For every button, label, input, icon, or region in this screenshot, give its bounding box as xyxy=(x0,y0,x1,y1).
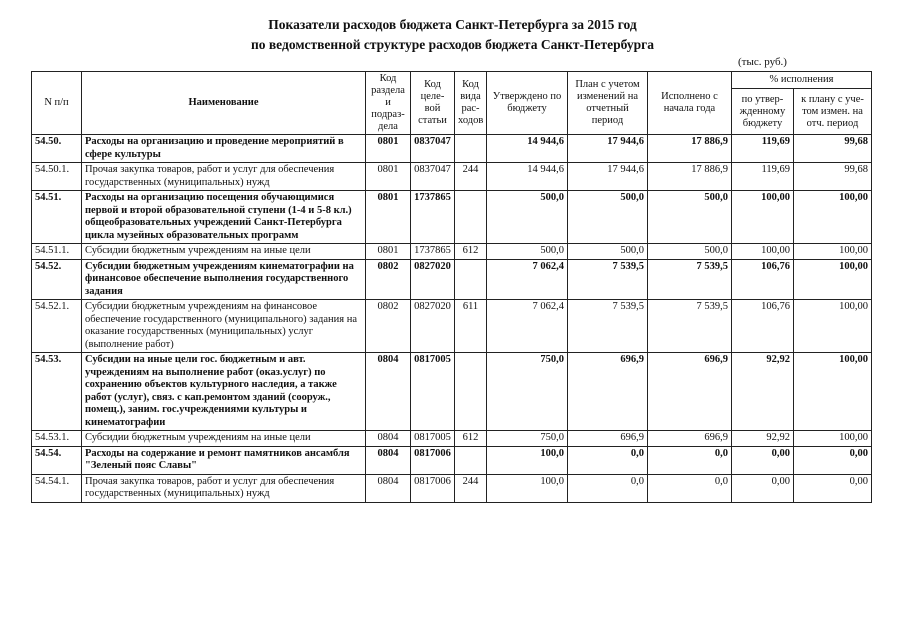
col-header-pct-approved: по утвер-жденному бюджету xyxy=(732,89,794,135)
col-header-target: Код целе-вой статьи xyxy=(411,72,455,135)
row-plan: 500,0 xyxy=(568,191,648,244)
table-row xyxy=(32,431,872,447)
col-header-name: Наименование xyxy=(82,72,366,135)
row-target-code: 1737865 xyxy=(411,191,455,244)
row-plan: 7 539,5 xyxy=(568,259,648,300)
row-number: 54.51.1. xyxy=(32,244,82,260)
row-pct-approved: 106,76 xyxy=(732,259,794,300)
row-approved: 750,0 xyxy=(487,431,568,447)
row-name: Расходы на организацию и проведение мероприятий в сфере культуры xyxy=(82,135,366,163)
table-row xyxy=(32,244,872,260)
row-pct-approved: 92,92 xyxy=(732,353,794,431)
row-executed: 17 886,9 xyxy=(648,163,732,191)
row-pct-plan: 100,00 xyxy=(794,191,872,244)
row-approved: 500,0 xyxy=(487,191,568,244)
row-executed: 500,0 xyxy=(648,244,732,260)
row-name: Прочая закупка товаров, работ и услуг для обеспечения государственных (муниципальных) нужд xyxy=(82,474,366,502)
row-executed: 696,9 xyxy=(648,431,732,447)
row-number: 54.53.1. xyxy=(32,431,82,447)
row-plan: 17 944,6 xyxy=(568,163,648,191)
table-row xyxy=(32,353,872,431)
row-executed: 0,0 xyxy=(648,446,732,474)
row-name: Субсидии на иные цели гос. бюджетным и авт. учреждениям на выполнение работ (оказ.услуг) по сохранению объектов культурного наследия, а также работ (услуг), связ. с кап.ремонтом зданий (сооруж., помещ.), заним. гос.учреждениями культуры и кинематографии xyxy=(82,353,366,431)
row-executed: 500,0 xyxy=(648,191,732,244)
row-type-code: 612 xyxy=(455,244,487,260)
row-pct-plan: 100,00 xyxy=(794,300,872,353)
row-pct-plan: 99,68 xyxy=(794,163,872,191)
row-plan: 696,9 xyxy=(568,431,648,447)
row-number: 54.51. xyxy=(32,191,82,244)
row-section-code: 0804 xyxy=(366,431,411,447)
row-name: Субсидии бюджетным учреждениям на иные цели xyxy=(82,244,366,260)
row-section-code: 0802 xyxy=(366,300,411,353)
row-pct-plan: 0,00 xyxy=(794,474,872,502)
row-plan: 0,0 xyxy=(568,474,648,502)
row-approved: 100,0 xyxy=(487,474,568,502)
document-subtitle: по ведомственной структуре расходов бюджета Санкт-Петербурга xyxy=(250,37,655,52)
table-row xyxy=(32,300,872,353)
table-row xyxy=(32,163,872,191)
col-header-num: N п/п xyxy=(32,72,82,135)
row-target-code: 1737865 xyxy=(411,244,455,260)
row-pct-plan: 100,00 xyxy=(794,244,872,260)
row-pct-approved: 106,76 xyxy=(732,300,794,353)
col-header-plan: План с учетом изменений на отчетный период xyxy=(568,72,648,135)
table-row xyxy=(32,191,872,244)
row-target-code: 0827020 xyxy=(411,300,455,353)
row-pct-approved: 92,92 xyxy=(732,431,794,447)
row-approved: 100,0 xyxy=(487,446,568,474)
row-name: Субсидии бюджетным учреждениям кинематографии на финансовое обеспечение выполнения государственного задания xyxy=(82,259,366,300)
row-plan: 7 539,5 xyxy=(568,300,648,353)
row-target-code: 0817006 xyxy=(411,474,455,502)
row-target-code: 0817005 xyxy=(411,431,455,447)
row-pct-approved: 100,00 xyxy=(732,244,794,260)
row-target-code: 0817005 xyxy=(411,353,455,431)
row-type-code xyxy=(455,353,487,431)
row-name: Субсидии бюджетным учреждениям на иные цели xyxy=(82,431,366,447)
row-approved: 14 944,6 xyxy=(487,135,568,163)
col-header-type: Код вида рас-ходов xyxy=(455,72,487,135)
row-type-code: 612 xyxy=(455,431,487,447)
row-section-code: 0801 xyxy=(366,135,411,163)
budget-table xyxy=(31,71,872,503)
row-pct-approved: 100,00 xyxy=(732,191,794,244)
row-plan: 500,0 xyxy=(568,244,648,260)
row-executed: 696,9 xyxy=(648,353,732,431)
row-number: 54.50. xyxy=(32,135,82,163)
col-header-percent: % исполнения xyxy=(732,72,872,89)
row-name: Расходы на содержание и ремонт памятников ансамбля "Зеленый пояс Славы" xyxy=(82,446,366,474)
row-plan: 17 944,6 xyxy=(568,135,648,163)
row-type-code xyxy=(455,259,487,300)
row-type-code: 244 xyxy=(455,474,487,502)
col-header-executed: Исполнено с начала года xyxy=(648,72,732,135)
row-pct-approved: 119,69 xyxy=(732,163,794,191)
col-header-approved: Утверждено по бюджету xyxy=(487,72,568,135)
document-title: Показатели расходов бюджета Санкт-Петербурга за 2015 год xyxy=(268,17,637,32)
row-pct-approved: 0,00 xyxy=(732,474,794,502)
row-type-code: 244 xyxy=(455,163,487,191)
table-row xyxy=(32,446,872,474)
row-approved: 7 062,4 xyxy=(487,300,568,353)
row-section-code: 0801 xyxy=(366,191,411,244)
row-pct-plan: 100,00 xyxy=(794,431,872,447)
row-target-code: 0837047 xyxy=(411,135,455,163)
row-plan: 696,9 xyxy=(568,353,648,431)
row-executed: 7 539,5 xyxy=(648,300,732,353)
row-pct-plan: 100,00 xyxy=(794,353,872,431)
row-type-code xyxy=(455,135,487,163)
row-number: 54.50.1. xyxy=(32,163,82,191)
col-header-section: Код раздела и подраз-дела xyxy=(366,72,411,135)
row-name: Субсидии бюджетным учреждениям на финансовое обеспечение государственного (муниципального) задания на оказание государственных (муниципальных) услуг (выполнение работ) xyxy=(82,300,366,353)
row-pct-plan: 100,00 xyxy=(794,259,872,300)
row-section-code: 0804 xyxy=(366,353,411,431)
row-pct-approved: 0,00 xyxy=(732,446,794,474)
row-target-code: 0827020 xyxy=(411,259,455,300)
row-type-code xyxy=(455,191,487,244)
row-name: Прочая закупка товаров, работ и услуг для обеспечения государственных (муниципальных) нужд xyxy=(82,163,366,191)
row-name: Расходы на организацию посещения обучающимися первой и второй образовательной ступени (1-4 и 5-8 кл.) общеобразовательных учреждений Санкт-Петербурга цикла музейных образовательных программ xyxy=(82,191,366,244)
row-number: 54.54.1. xyxy=(32,474,82,502)
row-approved: 500,0 xyxy=(487,244,568,260)
row-target-code: 0817006 xyxy=(411,446,455,474)
row-number: 54.53. xyxy=(32,353,82,431)
row-approved: 750,0 xyxy=(487,353,568,431)
row-target-code: 0837047 xyxy=(411,163,455,191)
row-section-code: 0801 xyxy=(366,163,411,191)
unit-label: (тыс. руб.) xyxy=(738,56,787,68)
table-row xyxy=(32,259,872,300)
row-section-code: 0804 xyxy=(366,474,411,502)
row-pct-plan: 0,00 xyxy=(794,446,872,474)
row-plan: 0,0 xyxy=(568,446,648,474)
col-header-pct-plan: к плану с уче-том измен. на отч. период xyxy=(794,89,872,135)
row-pct-approved: 119,69 xyxy=(732,135,794,163)
row-type-code xyxy=(455,446,487,474)
row-executed: 7 539,5 xyxy=(648,259,732,300)
row-section-code: 0801 xyxy=(366,244,411,260)
table-row xyxy=(32,474,872,502)
table-row xyxy=(32,135,872,163)
row-type-code: 611 xyxy=(455,300,487,353)
row-section-code: 0802 xyxy=(366,259,411,300)
row-number: 54.52.1. xyxy=(32,300,82,353)
row-approved: 14 944,6 xyxy=(487,163,568,191)
row-number: 54.52. xyxy=(32,259,82,300)
row-approved: 7 062,4 xyxy=(487,259,568,300)
row-executed: 17 886,9 xyxy=(648,135,732,163)
row-pct-plan: 99,68 xyxy=(794,135,872,163)
row-executed: 0,0 xyxy=(648,474,732,502)
row-number: 54.54. xyxy=(32,446,82,474)
row-section-code: 0804 xyxy=(366,446,411,474)
